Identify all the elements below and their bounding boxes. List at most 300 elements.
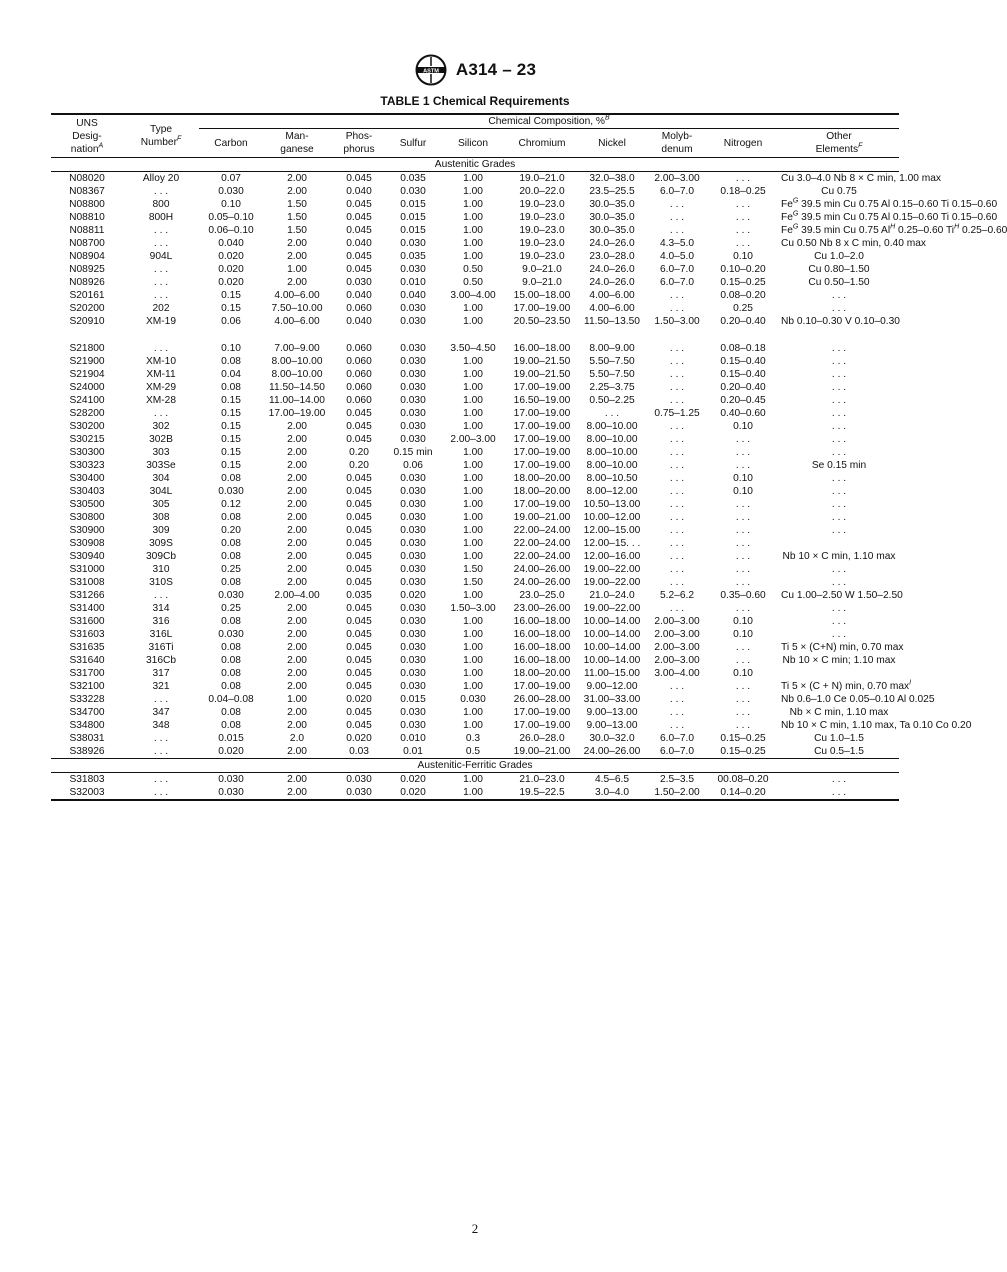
table-row: [51, 732, 899, 745]
cell-nickel: 8.00–10.00: [586, 421, 638, 432]
cell-manganese: 4.00–6.00: [274, 316, 320, 327]
cell-chromium: 17.00–19.00: [513, 421, 571, 432]
cell-manganese: 2.00: [287, 421, 307, 432]
cell-sulfur: 0.030: [400, 603, 426, 614]
cell-sulfur: 0.015: [400, 225, 426, 236]
cell-type-number: 316L: [149, 629, 173, 640]
header-other-elements: Other Elements$^F$: [779, 129, 899, 158]
cell-manganese: 2.00: [287, 681, 307, 692]
cell-carbon: 0.020: [218, 746, 244, 757]
cell-nickel: 19.00–22.00: [583, 603, 641, 614]
cell-silicon: 1.00: [463, 421, 483, 432]
cell-carbon: 0.08: [221, 642, 241, 653]
cell-phosphorus: 0.045: [346, 551, 372, 562]
cell-nitrogen: 0.14–0.20: [707, 786, 779, 800]
cell-chromium: 17.00–19.00: [513, 447, 571, 458]
cell-sulfur: 0.030: [400, 186, 426, 197]
cell-nickel: 8.00–12.00: [586, 486, 638, 497]
cell-carbon: 0.08: [221, 551, 241, 562]
cell-phosphorus: 0.045: [346, 577, 372, 588]
cell-phosphorus: 0.060: [346, 369, 372, 380]
cell-phosphorus: 0.020: [346, 694, 372, 705]
cell-chromium: 18.00–20.00: [513, 486, 571, 497]
cell-other-elements: . . .: [831, 774, 847, 785]
cell-phosphorus: 0.045: [346, 629, 372, 640]
cell-molybdenum: . . .: [669, 290, 685, 301]
cell-silicon: 1.00: [463, 460, 483, 471]
cell-nickel: 2.25–3.75: [589, 382, 635, 393]
cell-nickel: 12.00–16.00: [583, 551, 641, 562]
cell-nickel: 9.00–13.00: [586, 707, 638, 718]
cell-nickel: 19.00–22.00: [583, 577, 641, 588]
cell-silicon: 1.00: [463, 173, 483, 184]
cell-molybdenum: 3.00–4.00: [654, 668, 700, 679]
cell-molybdenum: . . .: [669, 499, 685, 510]
cell-nitrogen: 0.10–0.20: [720, 264, 766, 275]
cell-manganese: 2.00: [287, 538, 307, 549]
cell-uns-designation: S34800: [69, 720, 105, 731]
cell-uns-designation: S20910: [69, 316, 105, 327]
cell-other-elements: . . .: [831, 603, 847, 614]
cell-sulfur: 0.030: [400, 238, 426, 249]
cell-phosphorus: 0.020: [346, 733, 372, 744]
cell-chromium: 9.0–21.0: [522, 264, 562, 275]
cell-molybdenum: . . .: [669, 460, 685, 471]
cell-phosphorus: 0.03: [349, 746, 369, 757]
cell-carbon: 0.15: [221, 447, 241, 458]
cell-other-elements: . . .: [831, 290, 847, 301]
cell-uns-designation: S30900: [69, 525, 105, 536]
cell-type-number: . . .: [153, 408, 169, 419]
cell-other-elements: . . .: [831, 577, 847, 588]
cell-nickel: 31.00–33.00: [583, 694, 641, 705]
cell-sulfur: 0.030: [400, 264, 426, 275]
cell-silicon: 1.00: [463, 303, 483, 314]
cell-molybdenum: . . .: [669, 395, 685, 406]
cell-uns-designation: S30500: [69, 499, 105, 510]
cell-type-number: . . .: [153, 290, 169, 301]
chemical-requirements-table: [51, 113, 1007, 801]
cell-nitrogen: . . .: [735, 512, 751, 523]
cell-manganese: 2.00: [287, 277, 307, 288]
cell-nitrogen: . . .: [735, 577, 751, 588]
cell-carbon: 0.10: [221, 199, 241, 210]
cell-nickel: 3.0–4.0: [577, 786, 647, 800]
table-row: [51, 576, 899, 589]
cell-molybdenum: 1.50–3.00: [654, 316, 700, 327]
cell-type-number: . . .: [153, 238, 169, 249]
cell-molybdenum: 6.0–7.0: [660, 746, 694, 757]
cell-phosphorus: 0.045: [346, 486, 372, 497]
cell-silicon: 1.00: [463, 473, 483, 484]
table-row: [51, 433, 899, 446]
cell-sulfur: 0.030: [400, 616, 426, 627]
cell-silicon: 1.00: [463, 356, 483, 367]
header-carbon: Carbon: [199, 129, 263, 158]
cell-phosphorus: 0.20: [349, 460, 369, 471]
table-row: [51, 355, 899, 368]
cell-manganese: 2.00: [287, 616, 307, 627]
cell-uns-designation: S21904: [69, 369, 105, 380]
cell-chromium: 19.0–21.0: [519, 173, 565, 184]
cell-silicon: 1.00: [463, 551, 483, 562]
cell-phosphorus: 0.20: [349, 447, 369, 458]
cell-sulfur: 0.010: [400, 277, 426, 288]
table-row: [51, 420, 899, 433]
cell-uns-designation: N08700: [69, 238, 105, 249]
cell-uns-designation: S20200: [69, 303, 105, 314]
cell-uns-designation: S30940: [69, 551, 105, 562]
cell-sulfur: 0.010: [400, 733, 426, 744]
page-number: 2: [471, 1221, 479, 1236]
cell-carbon: 0.25: [221, 564, 241, 575]
header-molybdenum: Molyb- denum: [647, 129, 707, 158]
cell-other-elements: . . .: [831, 434, 847, 445]
page-header: [0, 52, 950, 88]
header-phosphorus: Phos- phorus: [331, 129, 387, 158]
cell-other-elements: Cu 0.5–1.5: [814, 746, 864, 757]
cell-manganese: 2.00: [287, 629, 307, 640]
cell-nitrogen: 0.08–0.18: [720, 343, 766, 354]
cell-carbon: 0.08: [221, 707, 241, 718]
table-row: [51, 172, 899, 186]
table-row: [51, 237, 899, 250]
cell-nitrogen: 0.10: [733, 668, 753, 679]
cell-manganese: 2.00: [287, 447, 307, 458]
cell-carbon: 0.015: [218, 733, 244, 744]
cell-chromium: 17.00–19.00: [513, 303, 571, 314]
cell-nitrogen: . . .: [735, 447, 751, 458]
cell-uns-designation: S31400: [69, 603, 105, 614]
table-row: [51, 498, 899, 511]
cell-phosphorus: 0.060: [346, 343, 372, 354]
cell-phosphorus: 0.040: [346, 316, 372, 327]
cell-silicon: 1.00: [463, 499, 483, 510]
table-row: [51, 537, 899, 550]
cell-silicon: 1.50: [463, 564, 483, 575]
table-row: [51, 302, 899, 315]
cell-phosphorus: 0.030: [331, 786, 387, 800]
cell-type-number: XM-19: [145, 316, 176, 327]
cell-silicon: 1.00: [463, 681, 483, 692]
cell-sulfur: 0.020: [400, 590, 426, 601]
cell-phosphorus: 0.040: [346, 290, 372, 301]
cell-carbon: 0.06–0.10: [208, 225, 254, 236]
cell-nitrogen: . . .: [735, 212, 751, 223]
cell-nitrogen: 0.10: [733, 473, 753, 484]
cell-phosphorus: 0.045: [346, 707, 372, 718]
cell-carbon: 0.020: [218, 251, 244, 262]
cell-manganese: 7.00–9.00: [274, 343, 320, 354]
cell-nitrogen: . . .: [735, 655, 751, 666]
cell-molybdenum: . . .: [669, 369, 685, 380]
table-row: [51, 615, 899, 628]
table-row: [51, 315, 899, 328]
cell-carbon: 0.05–0.10: [208, 212, 254, 223]
cell-phosphorus: 0.040: [346, 238, 372, 249]
cell-chromium: 23.0–25.0: [519, 590, 565, 601]
cell-carbon: 0.030: [218, 590, 244, 601]
cell-type-number: 202: [152, 303, 170, 314]
table-row: [51, 667, 899, 680]
cell-sulfur: 0.030: [400, 538, 426, 549]
cell-sulfur: 0.015: [400, 694, 426, 705]
cell-phosphorus: 0.045: [346, 421, 372, 432]
cell-chromium: 17.00–19.00: [513, 681, 571, 692]
cell-sulfur: 0.01: [403, 746, 423, 757]
cell-carbon: 0.08: [221, 356, 241, 367]
cell-sulfur: 0.030: [400, 512, 426, 523]
cell-molybdenum: . . .: [669, 707, 685, 718]
cell-carbon: 0.030: [218, 486, 244, 497]
cell-uns-designation: S30403: [69, 486, 105, 497]
cell-sulfur: 0.030: [400, 421, 426, 432]
cell-manganese: 11.50–14.50: [269, 382, 325, 393]
cell-sulfur: 0.035: [400, 173, 426, 184]
cell-nitrogen: 0.10: [733, 486, 753, 497]
cell-uns-designation: S33228: [69, 694, 105, 705]
cell-chromium: 17.00–19.00: [513, 720, 571, 731]
cell-chromium: 20.50–23.50: [513, 316, 571, 327]
cell-manganese: 2.00: [287, 512, 307, 523]
cell-phosphorus: 0.045: [346, 564, 372, 575]
cell-chromium: 18.00–20.00: [513, 668, 571, 679]
cell-carbon: 0.15: [221, 434, 241, 445]
cell-nitrogen: 0.08–0.20: [720, 290, 766, 301]
cell-type-number: XM-11: [146, 369, 176, 380]
cell-phosphorus: 0.045: [346, 525, 372, 536]
cell-nitrogen: 0.10: [733, 421, 753, 432]
table-row: [51, 641, 899, 654]
table-row: [51, 773, 899, 787]
cell-type-number: 304: [152, 473, 170, 484]
cell-chromium: 19.0–23.0: [519, 238, 565, 249]
cell-carbon: 0.08: [221, 681, 241, 692]
cell-type-number: 316Cb: [145, 655, 177, 666]
cell-nickel: 30.0–32.0: [589, 733, 635, 744]
cell-chromium: 17.00–19.00: [513, 382, 571, 393]
cell-type-number: 348: [152, 720, 170, 731]
cell-nitrogen: 0.15–0.25: [720, 277, 766, 288]
cell-sulfur: 0.020: [387, 786, 439, 800]
cell-nickel: 8.00–10.50: [586, 473, 638, 484]
cell-uns-designation: S32100: [69, 681, 105, 692]
cell-uns-designation: S31266: [69, 590, 105, 601]
cell-molybdenum: 6.0–7.0: [660, 186, 694, 197]
cell-other-elements: . . .: [831, 616, 847, 627]
cell-nickel: 8.00–10.00: [586, 434, 638, 445]
spacer-row: [51, 328, 899, 342]
header-uns-designation: UNS Desig- nation$^A$: [51, 114, 123, 158]
cell-carbon: 0.08: [221, 616, 241, 627]
cell-nickel: 12.00–15. . .: [583, 538, 641, 549]
cell-nitrogen: 0.10: [733, 251, 753, 262]
cell-uns-designation: N08811: [69, 225, 105, 236]
cell-uns-designation: S34700: [69, 707, 105, 718]
cell-type-number: 321: [152, 681, 170, 692]
cell-manganese: 2.00: [287, 173, 307, 184]
cell-chromium: 17.00–19.00: [513, 408, 571, 419]
cell-phosphorus: 0.045: [346, 681, 372, 692]
cell-silicon: 1.00: [463, 774, 483, 785]
cell-manganese: 2.00: [287, 186, 307, 197]
cell-uns-designation: N08810: [69, 212, 105, 223]
header-nickel: Nickel: [577, 129, 647, 158]
header-silicon: Silicon: [439, 129, 507, 158]
cell-nickel: 4.00–6.00: [589, 290, 635, 301]
cell-type-number: XM-10: [145, 356, 176, 367]
cell-nitrogen: 0.15–0.40: [720, 356, 766, 367]
cell-other-elements: Cu 3.0–4.0 Nb 8 × C min, 1.00 max: [781, 173, 941, 184]
table-row: [51, 250, 899, 263]
cell-manganese: 11.00–14.00: [269, 395, 325, 406]
cell-nitrogen: . . .: [735, 603, 751, 614]
cell-type-number: 302B: [149, 434, 173, 445]
cell-carbon: 0.08: [221, 512, 241, 523]
cell-silicon: 0.5: [465, 746, 481, 757]
cell-silicon: 1.00: [463, 512, 483, 523]
cell-nickel: 30.0–35.0: [589, 199, 635, 210]
cell-silicon: 1.00: [463, 238, 483, 249]
cell-type-number: 314: [152, 603, 170, 614]
cell-manganese: 2.00: [287, 774, 307, 785]
cell-phosphorus: 0.045: [346, 473, 372, 484]
cell-type-number: . . .: [153, 733, 169, 744]
cell-carbon: 0.04: [221, 369, 241, 380]
cell-nitrogen: 0.15–0.40: [720, 369, 766, 380]
cell-nitrogen: 0.18–0.25: [720, 186, 766, 197]
cell-nitrogen: . . .: [735, 707, 751, 718]
cell-phosphorus: 0.045: [346, 264, 372, 275]
cell-type-number: . . .: [153, 225, 169, 236]
cell-type-number: 347: [152, 707, 170, 718]
cell-sulfur: 0.030: [400, 434, 426, 445]
cell-phosphorus: 0.045: [346, 173, 372, 184]
cell-chromium: 19.0–23.0: [519, 251, 565, 262]
cell-nitrogen: . . .: [735, 460, 751, 471]
cell-silicon: 1.00: [463, 642, 483, 653]
table-row: [51, 524, 899, 537]
table-row: [51, 628, 899, 641]
cell-molybdenum: . . .: [669, 473, 685, 484]
cell-phosphorus: 0.045: [346, 225, 372, 236]
table-row: [51, 589, 899, 602]
cell-molybdenum: . . .: [669, 681, 685, 692]
cell-silicon: 1.00: [463, 382, 483, 393]
cell-molybdenum: 4.3–5.0: [660, 238, 694, 249]
table-row: [51, 563, 899, 576]
cell-type-number: XM-28: [145, 395, 176, 406]
cell-other-elements: . . .: [831, 447, 847, 458]
cell-molybdenum: . . .: [669, 356, 685, 367]
cell-manganese: 2.00: [287, 668, 307, 679]
cell-phosphorus: 0.045: [346, 408, 372, 419]
cell-phosphorus: 0.030: [346, 774, 372, 785]
cell-type-number: 302: [152, 421, 170, 432]
cell-silicon: 1.00: [463, 707, 483, 718]
cell-uns-designation: N08925: [69, 264, 105, 275]
cell-other-elements: Cu 0.75: [821, 186, 857, 197]
cell-type-number: 317: [152, 668, 170, 679]
cell-nitrogen: 0.20–0.40: [720, 316, 766, 327]
cell-chromium: 21.0–23.0: [519, 774, 565, 785]
cell-manganese: 2.00: [287, 746, 307, 757]
cell-type-number: 303Se: [146, 460, 176, 471]
cell-uns-designation: S31008: [69, 577, 105, 588]
cell-phosphorus: 0.045: [346, 668, 372, 679]
cell-carbon: 0.20: [221, 525, 241, 536]
table-row: [51, 263, 899, 276]
cell-uns-designation: S21800: [69, 343, 105, 354]
cell-manganese: 2.00: [287, 434, 307, 445]
cell-chromium: 16.00–18.00: [513, 655, 571, 666]
cell-phosphorus: 0.045: [346, 512, 372, 523]
cell-carbon: 0.15: [221, 303, 241, 314]
cell-uns-designation: S31600: [69, 616, 105, 627]
cell-other-elements: Ti 5 × (C + N) min, 0.70 $\max^I$: [781, 679, 912, 692]
cell-manganese: 8.00–10.00: [271, 369, 323, 380]
cell-carbon: 0.08: [221, 473, 241, 484]
cell-sulfur: 0.035: [400, 251, 426, 262]
cell-nickel: 30.0–35.0: [589, 225, 635, 236]
cell-nickel: 0.50–2.25: [589, 395, 635, 406]
logo-text: ASTM: [422, 68, 439, 75]
cell-molybdenum: . . .: [669, 447, 685, 458]
header-chromium: Chromium: [507, 129, 577, 158]
cell-chromium: 18.00–20.00: [513, 473, 571, 484]
cell-manganese: 2.00: [263, 786, 331, 800]
table-row: [51, 224, 899, 237]
cell-molybdenum: 4.0–5.0: [660, 251, 694, 262]
cell-silicon: 0.3: [465, 733, 481, 744]
cell-nickel: 11.00–15.00: [584, 668, 640, 679]
cell-type-number: 305: [152, 499, 170, 510]
cell-nitrogen: . . .: [735, 720, 751, 731]
cell-chromium: 26.0–28.0: [519, 733, 565, 744]
cell-sulfur: 0.030: [400, 681, 426, 692]
cell-silicon: 1.00: [463, 447, 483, 458]
cell-nickel: 4.5–6.5: [595, 774, 629, 785]
cell-carbon: 0.020: [218, 277, 244, 288]
cell-manganese: 2.00: [287, 603, 307, 614]
cell-type-number: . . .: [153, 343, 169, 354]
header-nitrogen: Nitrogen: [707, 129, 779, 158]
cell-nitrogen: . . .: [735, 225, 751, 236]
cell-chromium: 9.0–21.0: [522, 277, 562, 288]
cell-phosphorus: 0.045: [346, 199, 372, 210]
cell-type-number: 904L: [149, 251, 173, 262]
cell-sulfur: 0.030: [400, 408, 426, 419]
cell-chromium: 15.00–18.00: [513, 290, 571, 301]
cell-chromium: 17.00–19.00: [513, 499, 571, 510]
cell-other-elements: . . .: [831, 343, 847, 354]
cell-molybdenum: . . .: [669, 303, 685, 314]
cell-type-number: . . .: [153, 264, 169, 275]
cell-type-number: . . .: [153, 277, 169, 288]
cell-silicon: 1.00: [463, 538, 483, 549]
cell-nitrogen: . . .: [735, 694, 751, 705]
cell-other-elements: Nb × C min, 1.10 max: [789, 707, 889, 718]
table-row: [51, 381, 899, 394]
cell-phosphorus: 0.045: [346, 251, 372, 262]
cell-uns-designation: S20161: [69, 290, 105, 301]
cell-nickel: 10.50–13.00: [583, 499, 641, 510]
cell-nickel: 10.00–14.00: [583, 655, 641, 666]
table-row: [51, 511, 899, 524]
cell-nickel: 21.0–24.0: [589, 590, 635, 601]
header-manganese: Man- ganese: [263, 129, 331, 158]
cell-nitrogen: 0.10: [733, 629, 753, 640]
